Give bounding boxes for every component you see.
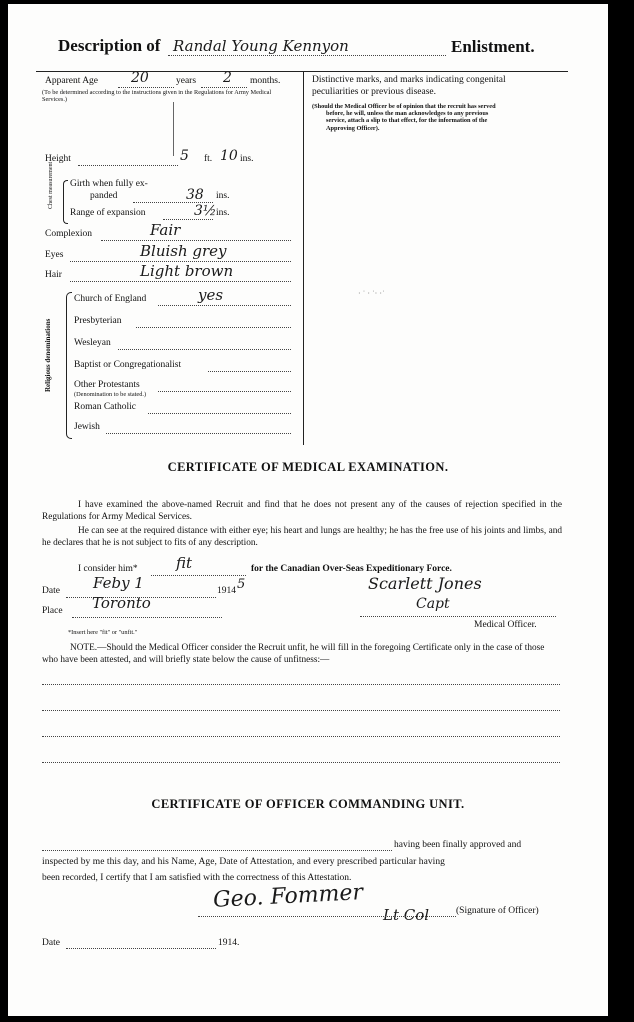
eyes-label: Eyes (45, 250, 64, 260)
religion-side-label: Religious denominations (44, 318, 52, 392)
consider-label: I consider him* (78, 564, 138, 574)
girth-label-2: panded (90, 191, 118, 201)
commanding-officer-rank: Lt Col (383, 906, 430, 924)
presbyterian-line (136, 327, 291, 328)
age-bracket-line (173, 102, 174, 156)
date-label: Date (42, 586, 60, 596)
commanding-name-line (42, 850, 392, 851)
place-label: Place (42, 606, 63, 616)
other-protestants-label: Other Protestants (74, 380, 140, 390)
height-lead-line (78, 165, 178, 166)
church-of-england-line (158, 305, 291, 306)
other-protestants-note: (Denomination to be stated.) (74, 391, 147, 398)
range-line (163, 219, 213, 220)
consider-line (151, 575, 246, 576)
complexion-label: Complexion (45, 229, 92, 239)
unfitness-line-3 (42, 736, 560, 737)
age-years-line (118, 87, 174, 88)
unfitness-line-1 (42, 684, 560, 685)
commanding-year-label: 1914. (218, 938, 240, 948)
chest-brace (63, 180, 68, 224)
recruit-name: Randal Young Kennyon (173, 37, 349, 55)
jewish-label: Jewish (74, 422, 100, 432)
medical-officer-signature: Scarlett Jones (368, 574, 482, 593)
commanding-date-line (66, 948, 216, 949)
place-line (72, 617, 222, 618)
title-suffix: Enlistment. (451, 37, 535, 56)
for-force-label: for the Canadian Over-Seas Expeditionary Force. (251, 564, 452, 574)
commanding-line-1: having been finally approved and (394, 840, 522, 850)
baptist-label: Baptist or Congregationalist (74, 360, 182, 370)
form-title (58, 36, 160, 56)
baptist-line (208, 371, 291, 372)
year-label: 1914 (217, 586, 236, 596)
date-value: Feby 1 (93, 574, 144, 592)
unfitness-line-2 (42, 710, 560, 711)
title-prefix: Description of (58, 36, 161, 55)
presbyterian-label: Presbyterian (74, 316, 122, 326)
marks-label-1: Distinctive marks, and marks indicating congenital (312, 75, 506, 85)
height-ft-value: 5 (180, 148, 189, 164)
marks-label-2: peculiarities or previous disease. (312, 87, 436, 97)
medical-officer-label: Medical Officer. (474, 620, 537, 630)
age-years-value: 20 (131, 70, 149, 86)
column-divider (303, 71, 304, 445)
medical-note: NOTE.—Should the Medical Officer consider the Recruit unfit, he will fill in the foregoing Certificate only in the case of those who have been attested, and will briefly state below the cause of unfitness:— (42, 643, 545, 665)
girth-ins-label: ins. (216, 191, 230, 201)
age-note: (To be determined according to the instructions given in the Regulations for Army Medical Services.) (42, 89, 272, 104)
months-label: months. (250, 76, 281, 86)
roman-catholic-line (148, 413, 291, 414)
medical-para-2: He can see at the required distance with either eye; his heart and lungs are healthy; he has the free use of his joints and limbs, and he declares that he is not subject to fits of any description. (42, 526, 562, 548)
range-ins-label: ins. (216, 208, 230, 218)
box-top-rule (36, 71, 568, 72)
jewish-line (106, 433, 291, 434)
girth-label-1: Girth when fully ex- (70, 179, 148, 189)
commanding-certificate-title: CERTIFICATE OF OFFICER COMMANDING UNIT. (151, 797, 465, 811)
insert-note: *Insert here "fit" or "unfit." (68, 629, 138, 636)
officer-signature-line (360, 616, 556, 617)
consider-value: fit (176, 554, 193, 572)
recruit-name-line (168, 55, 446, 56)
place-value: Toronto (92, 594, 151, 612)
commanding-date-label: Date (42, 938, 60, 948)
commanding-signature-line (198, 916, 456, 917)
age-months-value: 2 (223, 70, 232, 86)
stray-pen-marks: · ˙ · ˙· ·˙ (358, 289, 385, 298)
signature-of-officer-label: (Signature of Officer) (456, 906, 539, 916)
complexion-line (101, 240, 291, 241)
years-label: years (176, 76, 197, 86)
ft-label: ft. (204, 154, 213, 164)
enlistment-form-page (8, 4, 608, 1016)
height-ins-value: 10 (220, 148, 238, 164)
medical-officer-rank: Capt (416, 596, 450, 612)
medical-para-1: I have examined the above-named Recruit and find that he does not present any of the causes of rejection specified in the Regulations for Army Medical Services. (42, 500, 562, 522)
commanding-officer-signature: Geo. Fommer (212, 880, 364, 913)
eyes-value: Bluish grey (140, 242, 227, 260)
marks-note: (Should the Medical Officer be of opinion that the recruit has served before, he will, unless the man acknowledges to any previous service, attach a slip to that effect, for the information of the Approving Officer). (312, 103, 496, 132)
age-months-line (201, 87, 247, 88)
other-protestants-line (158, 391, 291, 392)
wesleyan-line (118, 349, 291, 350)
medical-certificate-title: CERTIFICATE OF MEDICAL EXAMINATION. (167, 460, 449, 474)
apparent-age-label: Apparent Age (45, 76, 99, 86)
hair-line (70, 281, 291, 282)
hair-label: Hair (45, 270, 62, 280)
roman-catholic-label: Roman Catholic (74, 402, 137, 412)
unfitness-line-4 (42, 762, 560, 763)
chest-side-label: Chest measurement (48, 161, 54, 209)
year-correction: 5 (237, 577, 246, 592)
range-label: Range of expansion (70, 208, 146, 218)
religion-brace (66, 292, 72, 439)
girth-value: 38 (186, 187, 204, 203)
church-of-england-value: yes (198, 286, 224, 304)
commanding-line-2: inspected by me this day, and his Name, Age, Date of Attestation, and every prescribed particular having (42, 857, 445, 867)
height-label: Height (45, 154, 71, 164)
hair-value: Light brown (140, 262, 234, 280)
complexion-value: Fair (150, 221, 181, 239)
commanding-line-3: been recorded, I certify that I am satisfied with the correctness of this Attestation. (42, 873, 352, 883)
church-of-england-label: Church of England (74, 294, 147, 304)
ins-label: ins. (240, 154, 254, 164)
wesleyan-label: Wesleyan (74, 338, 111, 348)
range-value: 3½ (194, 203, 217, 219)
